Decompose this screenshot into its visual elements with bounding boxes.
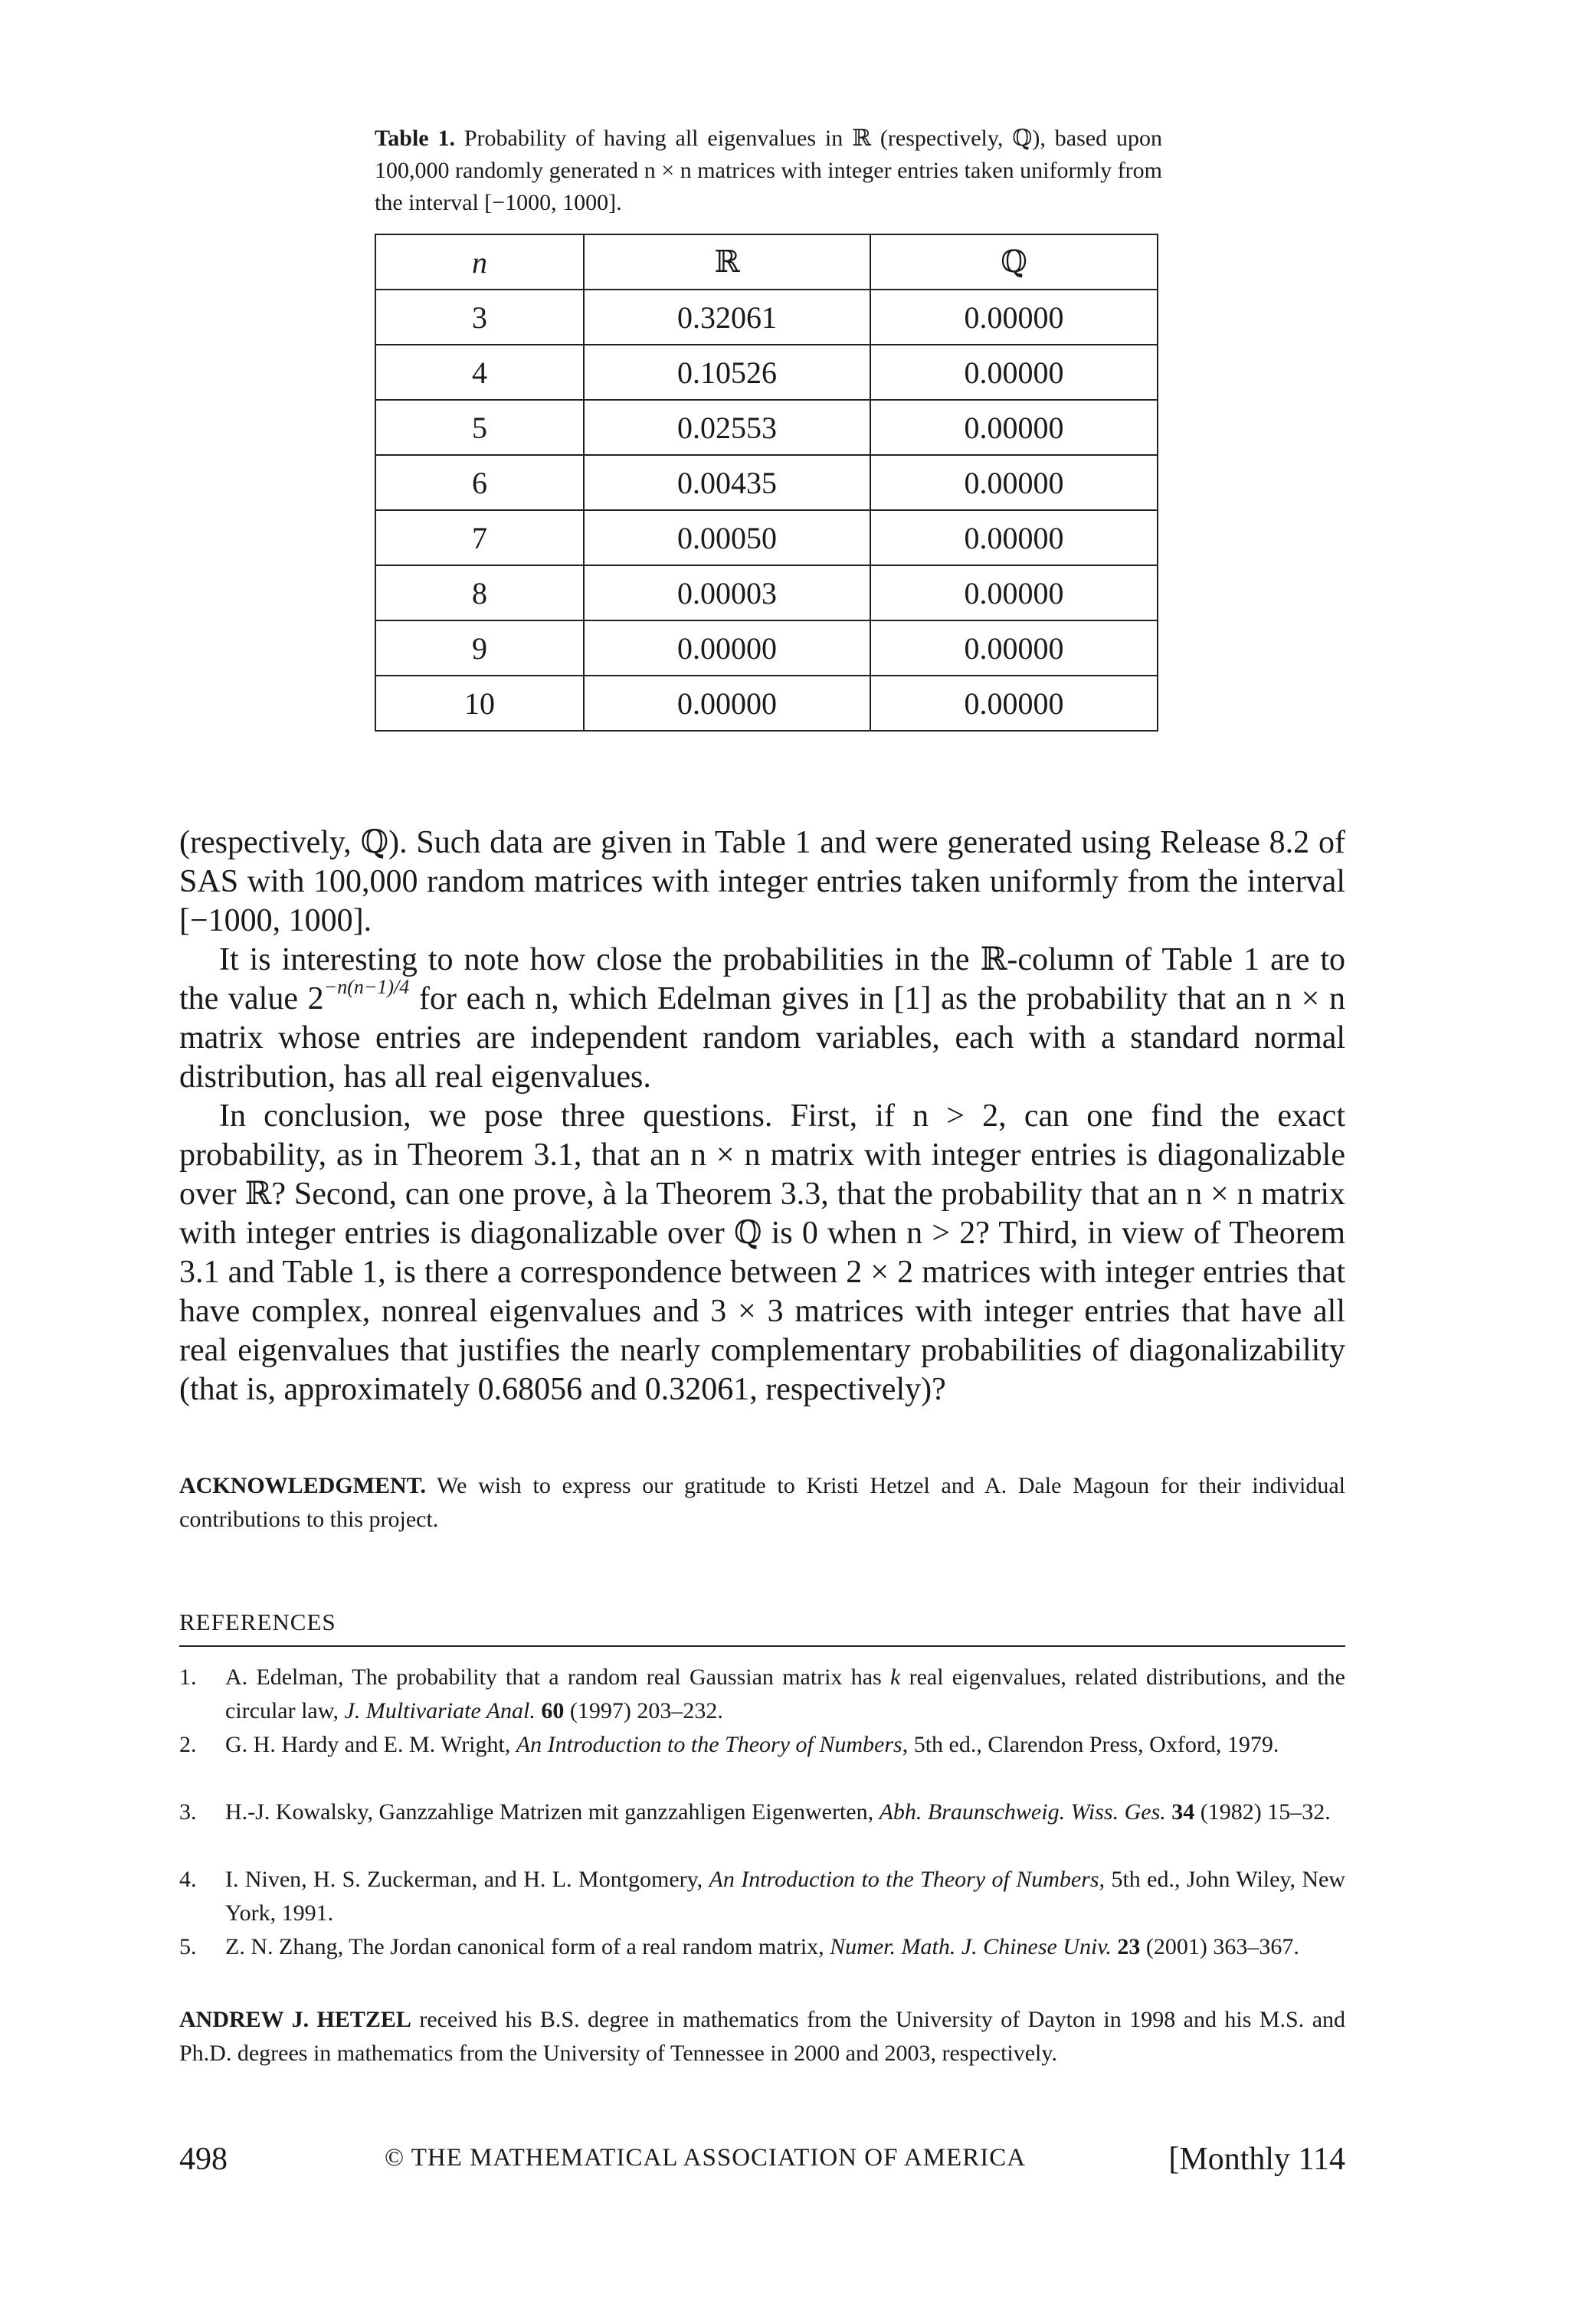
references-rule <box>179 1645 1345 1647</box>
caption-label: Table 1. <box>375 126 455 151</box>
author-bio-text: received his B.S. degree in mathematics from the University of Dayton in 1998 and his M.S. and Ph.D. degrees in mathematics from the University of Tennessee in 2000 and 2003, respectively. <box>179 2007 1346 2066</box>
reference-number: 3. <box>179 1799 197 1825</box>
table-cell: 4 <box>375 345 584 400</box>
references-heading: REFERENCES <box>179 1609 336 1635</box>
table-row <box>375 676 1158 731</box>
table-row <box>375 290 1158 345</box>
table-cell: 0.00000 <box>584 676 870 731</box>
table-cell: 0.00000 <box>870 290 1158 345</box>
reference-journal: An Introduction to the Theory of Numbers <box>516 1732 902 1757</box>
table-row <box>375 565 1158 620</box>
reference-volume: 23 <box>1117 1934 1141 1959</box>
reference-volume: 34 <box>1171 1799 1195 1825</box>
table-caption <box>375 123 1162 219</box>
table-cell: 0.00000 <box>870 455 1158 510</box>
acknowledgment-text: We wish to express our gratitude to Kristi Hetzel and A. Dale Magoun for their individual contributions to this project. <box>179 1473 1345 1532</box>
reference-number: 5. <box>179 1934 197 1959</box>
reference-number: 4. <box>179 1867 197 1892</box>
reference-journal: Abh. Braunschweig. Wiss. Ges. <box>879 1799 1166 1825</box>
reference-number: 1. <box>179 1664 197 1690</box>
exponent: −n(n−1)/4 <box>323 976 410 998</box>
paragraph-1: (respectively, ℚ). Such data are given in Table 1 and were generated using Release 8.2 of SAS with 100,000 random matrices with integer entries taken uniformly from the interval [−1000, 1000]. <box>179 825 1345 938</box>
acknowledgment-label: ACKNOWLEDGMENT. <box>179 1473 426 1498</box>
table-row <box>375 455 1158 510</box>
table-cell: 0.00000 <box>870 620 1158 676</box>
reference-text: I. Niven, H. S. Zuckerman, and H. L. Montgomery, An Introduction to the Theory of Numbers, 5th ed., John Wiley, New York, 1991. <box>225 1867 1345 1926</box>
table-cell: 0.00050 <box>584 510 870 565</box>
journal-info: [Monthly 114 <box>1168 2142 1345 2177</box>
paragraph-3: In conclusion, we pose three questions. First, if n > 2, can one find the exact probability, as in Theorem 3.1, that an n × n matrix with integer entries is diagonalizable over ℝ? Second, can one prove, à la Theorem 3.3, that the probability that an n × n matrix with integer entries is diagonalizable over ℚ is 0 when n > 2? Third, in view of Theorem 3.1 and Table 1, is there a correspondence between 2 × 2 matrices with integer entries that have complex, nonreal eigenvalues and 3 × 3 matrices with integer entries that have all real eigenvalues that justifies the nearly complementary probabilities of diagonalizability (that is, approximately 0.68056 and 0.32061, respectively)? <box>179 1098 1345 1407</box>
table-cell: 5 <box>375 400 584 455</box>
col-header-reals: ℝ <box>584 234 870 290</box>
col-header-n: n <box>375 234 584 290</box>
reference-journal: An Introduction to the Theory of Numbers <box>709 1867 1099 1892</box>
table-cell: 7 <box>375 510 584 565</box>
table-row <box>375 510 1158 565</box>
caption-text: Probability of having all eigenvalues in ℝ (respectively, ℚ), based upon 100,000 randomly generated n × n matrices with integer entries taken uniformly from the interval [−1000, 1000]. <box>375 126 1162 215</box>
reference-text: G. H. Hardy and E. M. Wright, An Introduction to the Theory of Numbers, 5th ed., Clarendon Press, Oxford, 1979. <box>225 1732 1279 1757</box>
table-cell: 0.00000 <box>870 676 1158 731</box>
reference-text: Z. N. Zhang, The Jordan canonical form of a real random matrix, Numer. Math. J. Chinese Univ. 23 (2001) 363–367. <box>225 1934 1299 1959</box>
table-cell: 0.02553 <box>584 400 870 455</box>
reference-text: A. Edelman, The probability that a random real Gaussian matrix has k real eigenvalues, related distributions, and the circular law, J. Multivariate Anal. 60 (1997) 203–232. <box>225 1664 1345 1723</box>
table-cell: 0.00000 <box>870 510 1158 565</box>
table-row <box>375 620 1158 676</box>
page-number: 498 <box>179 2142 228 2177</box>
paragraph-2-part-b: for each n, which Edelman gives in [1] as the probability that an n × n matrix whose entries are independent random variables, each with a standard normal distribution, has all real eigenvalues. <box>179 981 1345 1095</box>
table-cell: 0.10526 <box>584 345 870 400</box>
reference-journal: Numer. Math. J. Chinese Univ. <box>830 1934 1112 1959</box>
table-cell: 9 <box>375 620 584 676</box>
table-cell: 6 <box>375 455 584 510</box>
table-row <box>375 400 1158 455</box>
acknowledgment <box>179 1469 1345 1537</box>
col-header-rationals: ℚ <box>870 234 1158 290</box>
table-cell: 0.00000 <box>870 345 1158 400</box>
reference-text: H.-J. Kowalsky, Ganzzahlige Matrizen mit ganzzahligen Eigenwerten, Abh. Braunschweig. Wiss. Ges. 34 (1982) 15–32. <box>225 1799 1331 1825</box>
table-cell: 0.32061 <box>584 290 870 345</box>
table-cell: 0.00003 <box>584 565 870 620</box>
reference-volume: 60 <box>541 1698 565 1723</box>
table-cell: 8 <box>375 565 584 620</box>
reference-number: 2. <box>179 1732 197 1757</box>
table-cell: 0.00000 <box>870 565 1158 620</box>
paragraph-2 <box>179 941 1345 1097</box>
reference-journal: J. Multivariate Anal. <box>344 1698 536 1723</box>
author-name: ANDREW J. HETZEL <box>179 2007 411 2032</box>
table-cell: 3 <box>375 290 584 345</box>
table-cell: 0.00000 <box>584 620 870 676</box>
author-bio <box>179 2003 1345 2070</box>
table-cell: 0.00000 <box>870 400 1158 455</box>
probability-table <box>375 234 1158 732</box>
table-header-row <box>375 234 1158 290</box>
publisher-line: © THE MATHEMATICAL ASSOCIATION OF AMERICA <box>385 2144 1027 2172</box>
table-cell: 10 <box>375 676 584 731</box>
table-cell: 0.00435 <box>584 455 870 510</box>
paragraph-2-part-a: It is interesting to note how close the probabilities in the ℝ-column of Table 1 are to the value 2 <box>179 942 1345 1016</box>
table-row <box>375 345 1158 400</box>
